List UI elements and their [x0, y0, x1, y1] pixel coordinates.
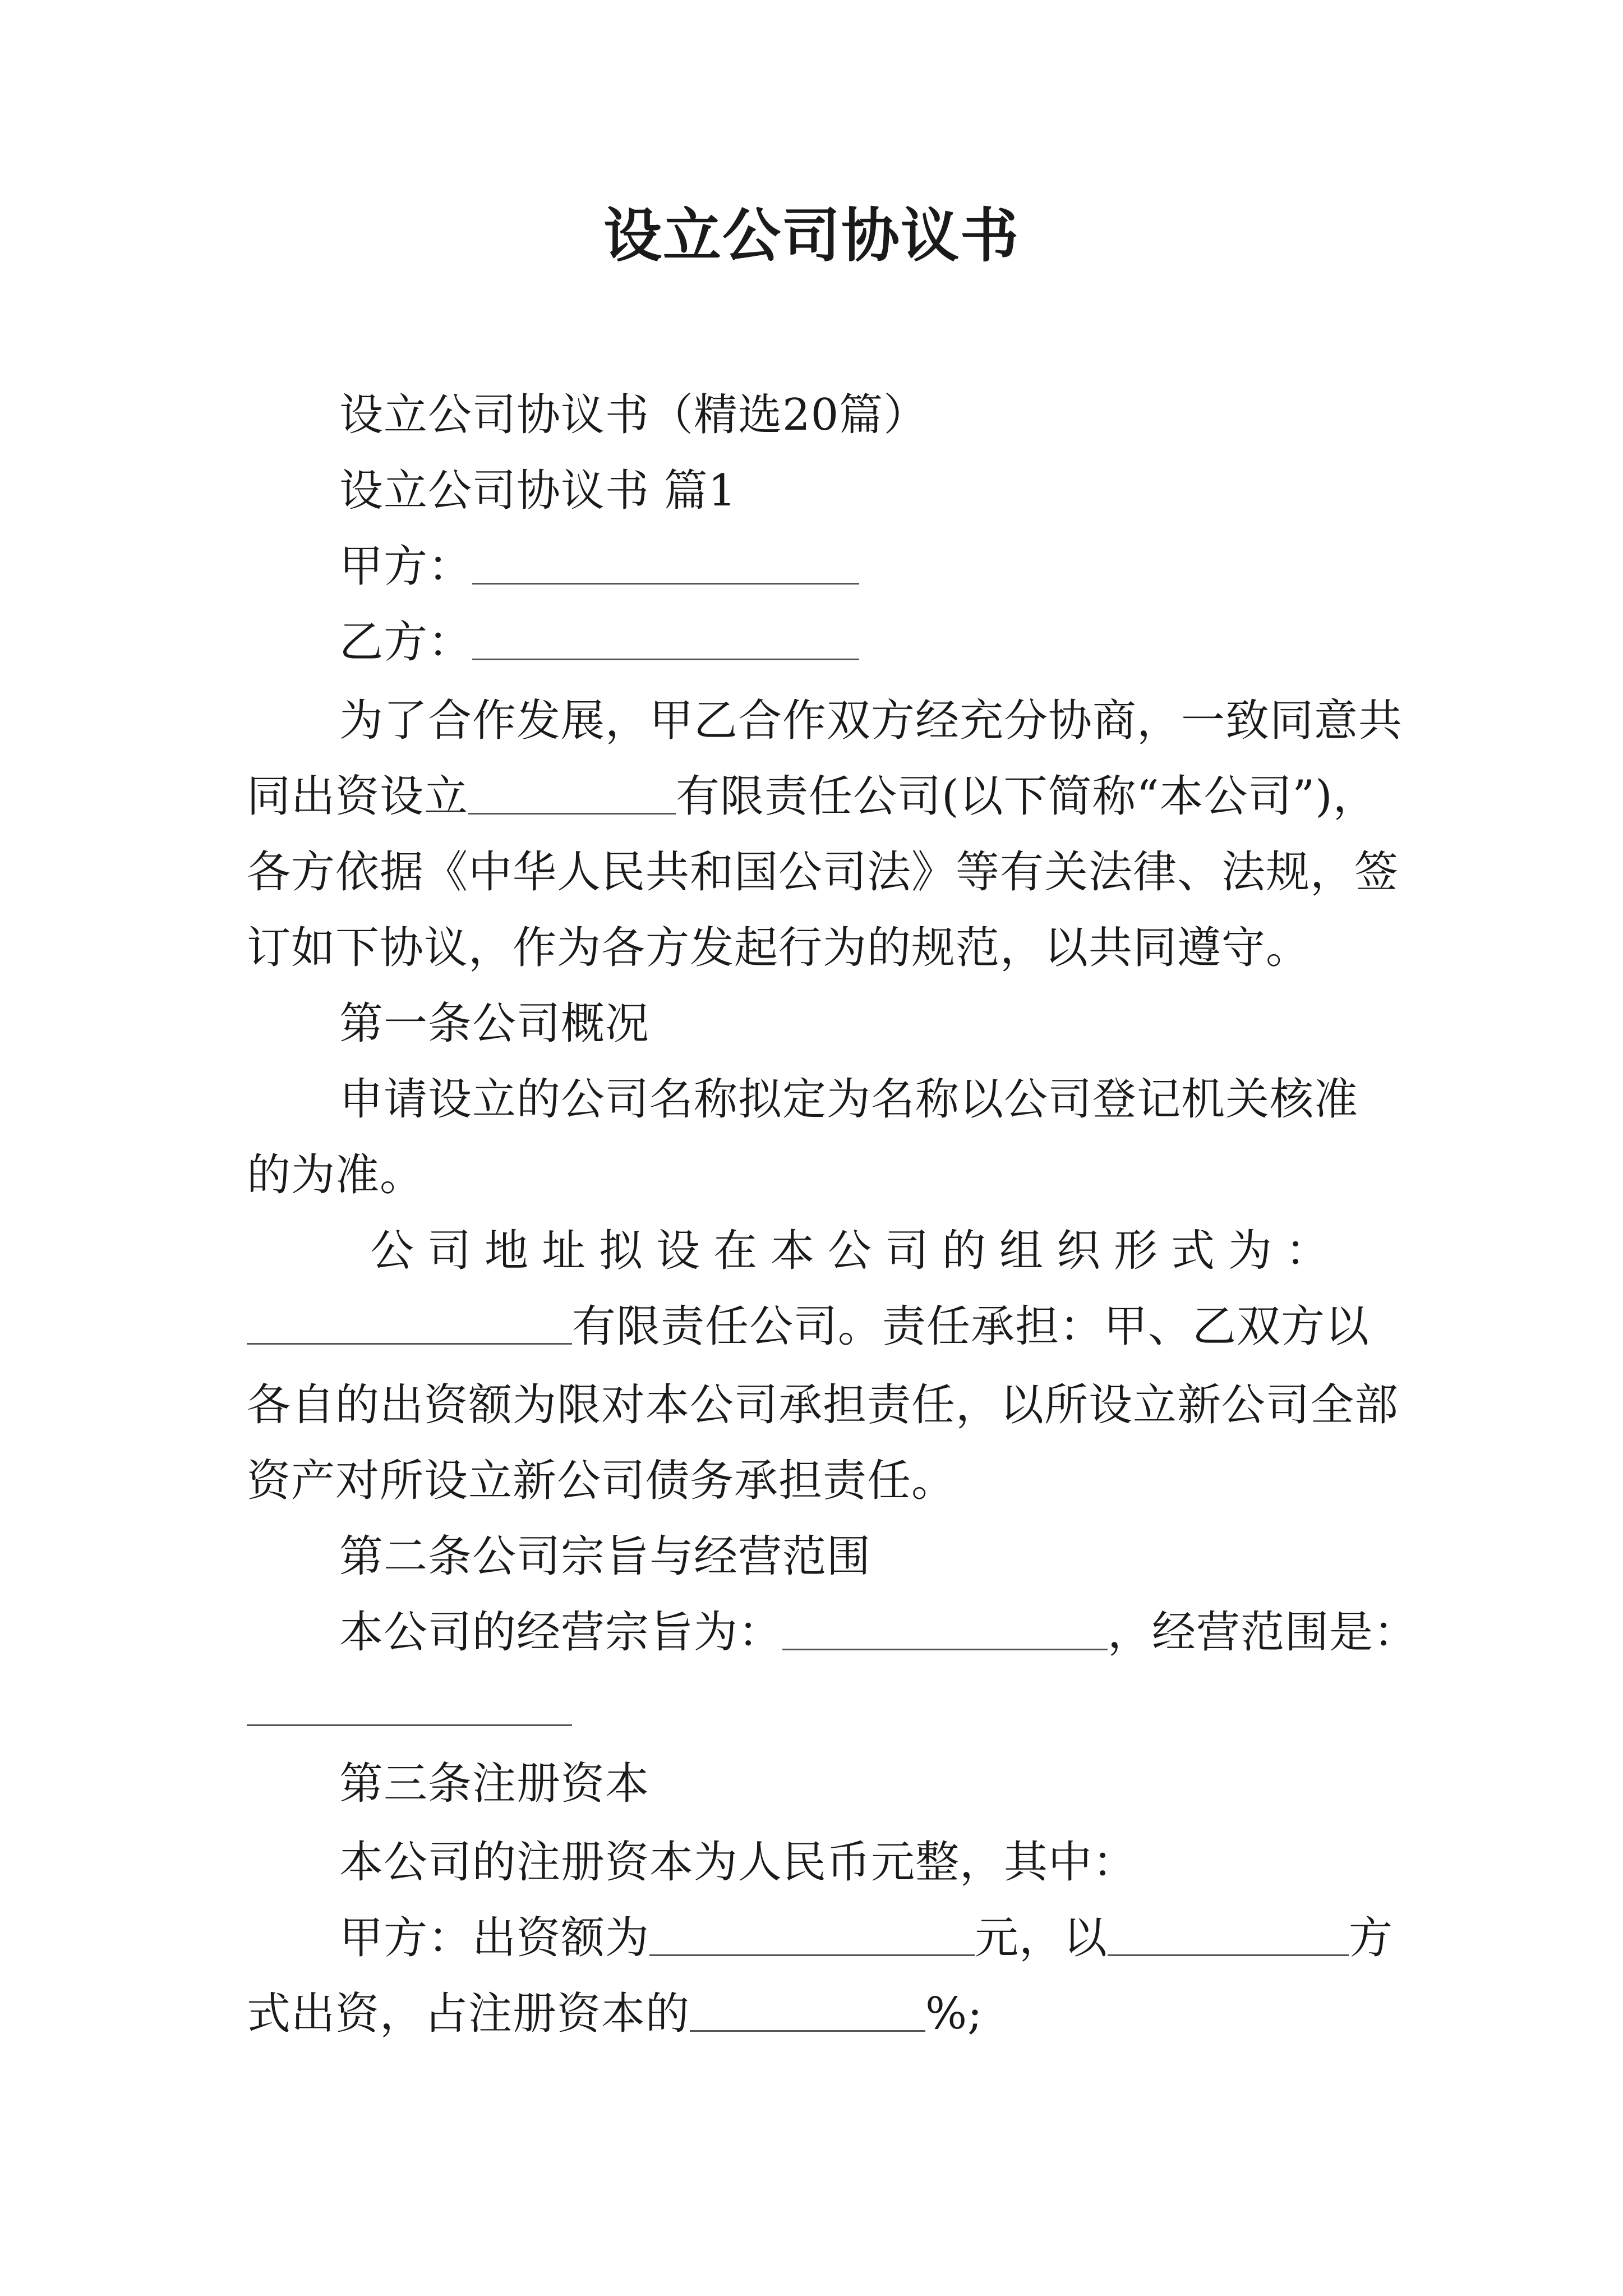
company-name-blank — [468, 769, 676, 815]
capital-method-suffix: 方 — [1349, 1913, 1394, 1963]
business-purpose-blank — [782, 1605, 1108, 1650]
article-1-p2-line-4: 资产对所设立新公司债务承担责任。 — [247, 1456, 956, 1506]
article-1-p1-line-2: 的为准。 — [247, 1150, 425, 1200]
intro-line-3: 各方依据《中华人民共和国公司法》等有关法律、法规，签 — [247, 847, 1399, 898]
party-a-line — [339, 539, 859, 595]
article-1-p1-line-1: 申请设立的公司名称拟定为名称以公司登记机关核准 — [339, 1074, 1359, 1125]
section-heading: 设立公司协议书 篇1 — [339, 466, 737, 516]
capital-share-blank — [690, 1986, 925, 2032]
party-b-blank — [472, 615, 859, 660]
party-b-label: 乙方： — [339, 617, 473, 668]
intro-line-1: 为了合作发展，甲乙合作双方经充分协商，一致同意共 — [339, 696, 1403, 746]
intro-line-2 — [247, 769, 1377, 825]
article-1-p2-line-3: 各自的出资额为限对本公司承担责任，以所设立新公司全部 — [247, 1380, 1399, 1430]
business-scope-blank — [247, 1681, 572, 1726]
article-1-title: 第一条公司概况 — [339, 999, 650, 1049]
article-2-title: 第二条公司宗旨与经营范围 — [339, 1531, 872, 1582]
capital-share-suffix: %; — [925, 1989, 983, 2039]
article-1-p2-line-2 — [247, 1299, 1370, 1355]
business-purpose-label: 本公司的经营宗旨为： — [339, 1607, 783, 1658]
party-a-blank — [472, 539, 859, 585]
article-1-p2-line-1: 公司地址拟设在本公司的组织形式为： — [370, 1226, 1343, 1276]
org-form-blank — [247, 1299, 572, 1345]
capital-amount-label: 甲方：出资额为 — [339, 1913, 650, 1963]
article-3-p2-line-2 — [247, 1986, 983, 2042]
capital-method-blank — [1108, 1911, 1349, 1956]
article-3-p1: 本公司的注册资本为人民币元整，其中： — [339, 1837, 1137, 1888]
article-3-title: 第三条注册资本 — [339, 1759, 650, 1809]
article-1-p2-line-2-text: 有限责任公司。责任承担：甲、乙双方以 — [572, 1301, 1370, 1352]
intro-line-2-end: 有限责任公司(以下简称“本公司”)， — [676, 771, 1377, 822]
article-2-p1-line-2 — [247, 1680, 572, 1736]
capital-share-label: 式出资，占注册资本的 — [247, 1989, 690, 2039]
intro-line-4: 订如下协议，作为各方发起行为的规范，以共同遵守。 — [247, 923, 1311, 973]
party-b-line — [339, 614, 859, 670]
article-2-p1-line-1 — [339, 1604, 1418, 1660]
capital-method-label: 元，以 — [975, 1913, 1108, 1963]
subtitle: 设立公司协议书（精选20篇） — [339, 390, 928, 440]
intro-line-2-start: 同出资设立 — [247, 771, 469, 822]
party-a-label: 甲方： — [339, 541, 473, 592]
business-scope-label: ，经营范围是： — [1108, 1607, 1418, 1658]
document-title: 设立公司协议书 — [603, 201, 1020, 270]
capital-amount-blank — [649, 1911, 975, 1956]
article-3-p2-line-1 — [339, 1910, 1393, 1966]
